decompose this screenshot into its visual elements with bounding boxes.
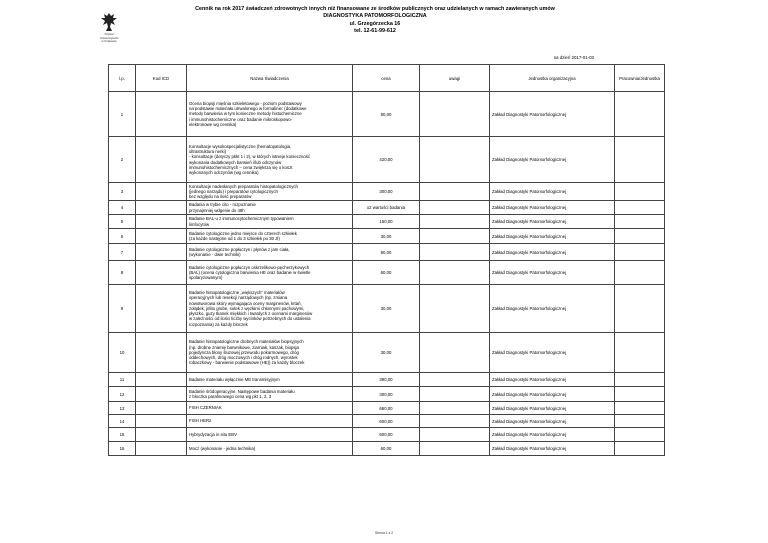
- table-row: [109, 215, 665, 229]
- cell-name: Badanie cytologiczne popłuczyn oskrzelikowo-pęcherzykowych (BAL) (ocena cytologiczna barwienia HE oraz badanie w świetle spolaryzowanym): [187, 261, 353, 285]
- cell-price: 90,00: [353, 244, 420, 261]
- cell-icd: [136, 402, 187, 415]
- table-header-row: [109, 65, 665, 92]
- cell-unit: Zakład Diagnostyki Patomorfologicznej: [490, 285, 615, 333]
- cell-lab: [615, 373, 665, 387]
- cell-notes: [420, 215, 490, 229]
- cell-price: 420,00: [353, 137, 420, 183]
- table-row: [109, 261, 665, 285]
- cell-name: Konsultacje wysokospecjalistyczne (hematopatologia, ultrastruktura nerki) - konsultacje (dotyczy pkkt 1 i 2), w których istnieje konieczność wykonania dodatkowych barwień i/lub odczynów immunohistochemicznych – cena zwiększa się o koszt wykonanych odczynów (wg cennika): [187, 137, 353, 183]
- cell-icd: [136, 333, 187, 373]
- table-row: [109, 285, 665, 333]
- cell-name: Badanie śródoperacyjne. Następowe badania materiału z bloczka parafinowego cena wg pkt 1, 2, 3: [187, 387, 353, 402]
- cell-price: 60,00: [353, 442, 420, 456]
- cell-unit: Zakład Diagnostyki Patomorfologicznej: [490, 428, 615, 442]
- cell-name: FISH CZERNIAK: [187, 402, 353, 415]
- cell-price: 30,00: [353, 333, 420, 373]
- cell-lp: 8: [109, 261, 136, 285]
- cell-icd: [136, 387, 187, 402]
- cell-notes: [420, 373, 490, 387]
- cell-price: 660,00: [353, 402, 420, 415]
- cell-lp: 12: [109, 387, 136, 402]
- cell-name: Mocz (wykonanie - jedna technika): [187, 442, 353, 456]
- table-row: [109, 402, 665, 415]
- cell-unit: Zakład Diagnostyki Patomorfologicznej: [490, 183, 615, 201]
- cell-name: Badanie cytologiczne jedno miejsce do czterech szkiełek (za każde następne od 1 do 3 szkiełek po 30 zł): [187, 229, 353, 244]
- cell-lab: [615, 261, 665, 285]
- cell-notes: [420, 261, 490, 285]
- cell-lab: [615, 428, 665, 442]
- cell-unit: Zakład Diagnostyki Patomorfologicznej: [490, 261, 615, 285]
- table-row: [109, 201, 665, 215]
- cell-icd: [136, 244, 187, 261]
- cell-lab: [615, 215, 665, 229]
- cell-icd: [136, 183, 187, 201]
- cell-price: x2 wartości badania: [353, 201, 420, 215]
- cell-notes: [420, 285, 490, 333]
- table-row: [109, 387, 665, 402]
- cell-price: 90,00: [353, 92, 420, 137]
- cell-icd: [136, 428, 187, 442]
- cell-lp: 16: [109, 442, 136, 456]
- cell-lab: [615, 183, 665, 201]
- logo-text-line: Szpital: [104, 32, 114, 36]
- department-name: DIAGNOSTYKA PATOMORFOLOGICZNA: [323, 13, 427, 20]
- cell-icd: [136, 261, 187, 285]
- cell-lab: [615, 442, 665, 456]
- cell-lab: [615, 333, 665, 373]
- cell-unit: Zakład Diagnostyki Patomorfologicznej: [490, 387, 615, 402]
- cell-unit: Zakład Diagnostyki Patomorfologicznej: [490, 215, 615, 229]
- cell-price: 60,00: [353, 261, 420, 285]
- phone: tel. 12-61-99-612: [354, 28, 396, 35]
- table-row: [109, 333, 665, 373]
- table-row: [109, 442, 665, 456]
- cell-lp: 2: [109, 137, 136, 183]
- cell-unit: Zakład Diagnostyki Patomorfologicznej: [490, 415, 615, 428]
- cell-notes: [420, 92, 490, 137]
- cell-name: Badanie histopatologiczne „większych” materiałów operacyjnych lub resekcji narządowych (np. zmiana nowotworowa skóry wymagająca oceny marginesów, krtań, żołądek, jelito grube, sutek z węzłami chłonnymi pachowymi, płyszko, guzy tkanek miękkich i twardych z ocenami marginesów w zależności od ilości liczby wycinków potrzebnych do ustalenia rozpoznania) za każdy bloczek: [187, 285, 353, 333]
- table-row: [109, 244, 665, 261]
- logo-text-line: w Krakowie: [101, 39, 117, 44]
- table-row: [109, 229, 665, 244]
- table-row: [109, 415, 665, 428]
- cell-lp: 9: [109, 285, 136, 333]
- cell-unit: Zakład Diagnostyki Patomorfologicznej: [490, 201, 615, 215]
- cell-lab: [615, 402, 665, 415]
- document-date: na dzień 2017-01-03: [553, 55, 594, 60]
- cell-name: Badanie BAL-u z immunocytochemicznym typowaniem limfocytów: [187, 215, 353, 229]
- document-title: Cennik na rok 2017 świadczeń zdrowotnych innych niż finansowane ze środków publicznych oraz udzielanych w ramach zawieranych umów: [195, 6, 555, 12]
- cell-icd: [136, 442, 187, 456]
- cell-name: Konsultacje nadesłanych preparatów histopatologicznych (jednego narządu) i preparatów cytologicznych bez względu na ilość preparatów: [187, 183, 353, 201]
- cell-price: 30,00: [353, 285, 420, 333]
- cell-lab: [615, 201, 665, 215]
- cell-unit: Zakład Diagnostyki Patomorfologicznej: [490, 92, 615, 137]
- table-row: [109, 183, 665, 201]
- cell-icd: [136, 373, 187, 387]
- cell-unit: Zakład Diagnostyki Patomorfologicznej: [490, 137, 615, 183]
- header-name: Nazwa Świadczenia: [187, 65, 353, 92]
- cell-unit: Zakład Diagnostyki Patomorfologicznej: [490, 229, 615, 244]
- cell-lp: 6: [109, 229, 136, 244]
- cell-name: Badanie materiału wyłącznie ME transmisyjnym: [187, 373, 353, 387]
- header-lab: Pracownia/Jednostka: [615, 65, 665, 92]
- cell-icd: [136, 201, 187, 215]
- cell-name: Badanie histopatologiczne drobnych materiałów biopsyjnych (np. drobne znamię barwnikowe, ziarniak, kaszak, biopsja pojedyncza błony śluzowej przewodu pokarmowego, dróg oddechowych, dróg moczowych i dróg rodnych, wyrostek robaczkowy - barwienie podstawowe (HE)) za każdy bloczek: [187, 333, 353, 373]
- cell-unit: Zakład Diagnostyki Patomorfologicznej: [490, 244, 615, 261]
- cell-lab: [615, 285, 665, 333]
- cell-lp: 4: [109, 201, 136, 215]
- header-price: cena: [353, 65, 420, 92]
- cell-notes: [420, 402, 490, 415]
- cell-notes: [420, 201, 490, 215]
- cell-lp: 5: [109, 215, 136, 229]
- header-unit: Jednostka organizacyjna: [490, 65, 615, 92]
- cell-unit: Zakład Diagnostyki Patomorfologicznej: [490, 442, 615, 456]
- cell-price: 600,00: [353, 415, 420, 428]
- cell-lab: [615, 415, 665, 428]
- cell-name: Ocena biopsji mięśnia szkieletowego - poziom podstawowy na podstawie materiału utrwalonego w formalinie: (dodatkowe metody barwienia w tym konieczne metody histochemiczne i immunohistochemiczne oraz badanie mikroskopowo- elektronowe wg cennika): [187, 92, 353, 137]
- cell-lp: 1: [109, 92, 136, 137]
- hospital-logo: [94, 12, 124, 44]
- cell-notes: [420, 229, 490, 244]
- cell-price: 600,00: [353, 428, 420, 442]
- cell-lab: [615, 229, 665, 244]
- cell-lp: 11: [109, 373, 136, 387]
- cell-notes: [420, 428, 490, 442]
- cell-notes: [420, 244, 490, 261]
- cell-unit: Zakład Diagnostyki Patomorfologicznej: [490, 333, 615, 373]
- cell-icd: [136, 285, 187, 333]
- cell-lp: 14: [109, 415, 136, 428]
- cell-icd: [136, 215, 187, 229]
- cell-lp: 13: [109, 402, 136, 415]
- cell-lab: [615, 137, 665, 183]
- eagle-crest-icon: [100, 12, 118, 32]
- table-row: [109, 92, 665, 137]
- cell-lp: 10: [109, 333, 136, 373]
- cell-icd: [136, 415, 187, 428]
- cell-unit: Zakład Diagnostyki Patomorfologicznej: [490, 402, 615, 415]
- cell-notes: [420, 415, 490, 428]
- cell-icd: [136, 92, 187, 137]
- cell-price: 390,00: [353, 373, 420, 387]
- cell-lab: [615, 92, 665, 137]
- cell-lp: 3: [109, 183, 136, 201]
- header-icd: Kod ICD: [136, 65, 187, 92]
- cell-price: 300,00: [353, 183, 420, 201]
- cell-notes: [420, 183, 490, 201]
- table-row: [109, 428, 665, 442]
- cell-price: 300,00: [353, 387, 420, 402]
- header-lp: l.p.: [109, 65, 136, 92]
- price-table: [108, 64, 665, 456]
- cell-lab: [615, 387, 665, 402]
- cell-name: Badanie cytologiczne popłuczyn i płynów z jam ciała, (wykonanie - dwie techniki): [187, 244, 353, 261]
- table-row: [109, 137, 665, 183]
- logo-text-line: Uniwersytecki: [99, 35, 119, 40]
- cell-name: Badania w trybie cito - rozpoznanie przynajmniej wdgenie do 48h: [187, 201, 353, 215]
- cell-name: Hybrydyzacja in situ EBV: [187, 428, 353, 442]
- document-header: [140, 6, 610, 36]
- cell-notes: [420, 442, 490, 456]
- address: ul. Grzegórzecka 16: [349, 20, 401, 27]
- cell-notes: [420, 333, 490, 373]
- cell-lp: 15: [109, 428, 136, 442]
- table-row: [109, 373, 665, 387]
- cell-icd: [136, 229, 187, 244]
- cell-lab: [615, 244, 665, 261]
- cell-name: FISH HER2: [187, 415, 353, 428]
- page-footer: Strona 1 z 2: [374, 531, 394, 535]
- cell-price: 150,00: [353, 215, 420, 229]
- cell-price: 30,00: [353, 229, 420, 244]
- cell-unit: Zakład Diagnostyki Patomorfologicznej: [490, 373, 615, 387]
- cell-notes: [420, 137, 490, 183]
- cell-icd: [136, 137, 187, 183]
- cell-lp: 7: [109, 244, 136, 261]
- cell-notes: [420, 387, 490, 402]
- header-notes: uwagi: [420, 65, 490, 92]
